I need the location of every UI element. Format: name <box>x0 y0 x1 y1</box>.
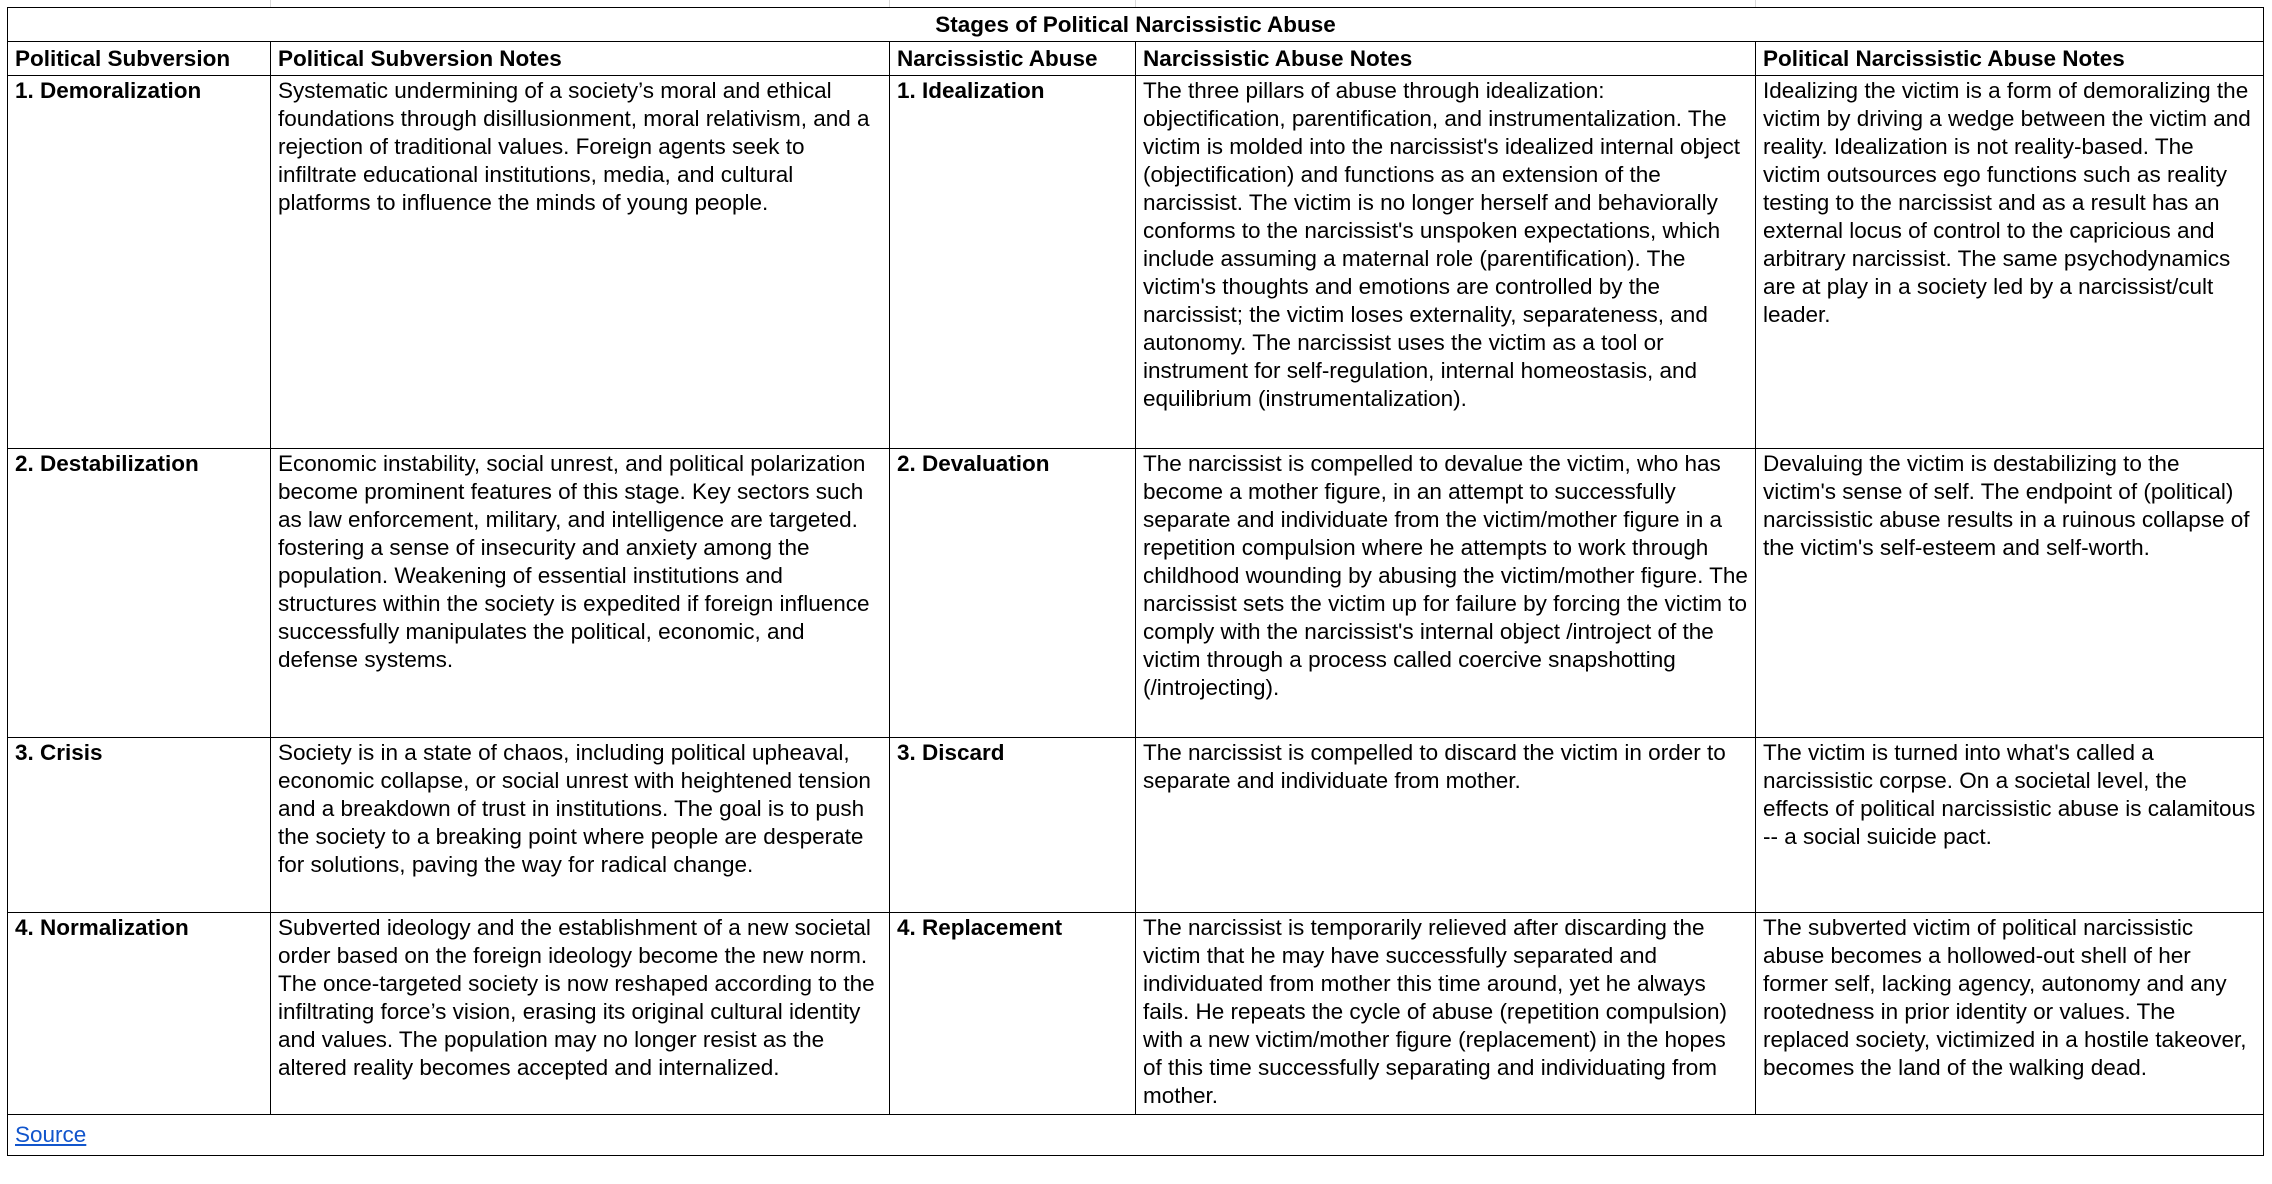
abuse-stage: 4. Replacement <box>890 913 1136 1115</box>
footer-row <box>8 1115 2264 1156</box>
column-divider <box>270 0 271 7</box>
column-divider <box>889 0 890 7</box>
abuse-notes: The narcissist is compelled to discard the victim in order to separate and individuate from mother. <box>1136 738 1756 913</box>
header-political-subversion-notes: Political Subversion Notes <box>271 42 890 76</box>
abuse-notes: The narcissist is temporarily relieved after discarding the victim that he may have successfully separated and individuated from mother this time around, yet he always fails. He repeats the cycle of abuse (repetition compulsion) with a new victim/mother figure (replacement) in the hopes of this time successfully separating and individuating from mother. <box>1136 913 1756 1115</box>
political-abuse-notes: Devaluing the victim is destabilizing to the victim's sense of self. The endpoint of (political) narcissistic abuse results in a ruinous collapse of the victim's self-esteem and self-worth. <box>1756 449 2264 738</box>
top-strip <box>0 0 2272 7</box>
table-title: Stages of Political Narcissistic Abuse <box>8 8 2264 42</box>
political-abuse-notes: The victim is turned into what's called a narcissistic corpse. On a societal level, the effects of political narcissistic abuse is calamitous -- a social suicide pact. <box>1756 738 2264 913</box>
subversion-notes: Economic instability, social unrest, and political polarization become prominent features of this stage. Key sectors such as law enforcement, military, and intelligence are targeted. fostering a sense of insecurity and anxiety among the population. Weakening of essential institutions and structures within the society is expedited if foreign influence successfully manipulates the political, economic, and defense systems. <box>271 449 890 738</box>
title-row <box>8 8 2264 42</box>
table-row <box>8 738 2264 913</box>
source-link[interactable]: Source <box>15 1122 87 1147</box>
subversion-notes: Systematic undermining of a society’s moral and ethical foundations through disillusionment, moral relativism, and a rejection of traditional values. Foreign agents seek to infiltrate educational institutions, media, and cultural platforms to influence the minds of young people. <box>271 76 890 449</box>
header-political-subversion: Political Subversion <box>8 42 271 76</box>
abuse-notes: The three pillars of abuse through idealization: objectification, parentification, and instrumentalization. The victim is molded into the narcissist's idealized internal object (objectification) and functions as an extension of the narcissist. The victim is no longer herself and behaviorally conforms to the narcissist's unspoken expectations, which include assuming a maternal role (parentification). The victim's thoughts and emotions are controlled by the narcissist; the victim loses externality, separateness, and autonomy. The narcissist uses the victim as a tool or instrument for self-regulation, internal homeostasis, and equilibrium (instrumentalization). <box>1136 76 1756 449</box>
political-abuse-notes: Idealizing the victim is a form of demoralizing the victim by driving a wedge between the victim and reality. Idealization is not reality-based. The victim outsources ego functions such as reality testing to the narcissist and as a result has an external locus of control to the capricious and arbitrary narcissist. The same psychodynamics are at play in a society led by a narcissist/cult leader. <box>1756 76 2264 449</box>
column-divider <box>1755 0 1756 7</box>
subversion-notes: Subverted ideology and the establishment of a new societal order based on the foreign ideology become the new norm. The once-targeted society is now reshaped according to the infiltrating force’s vision, erasing its original cultural identity and values. The population may no longer resist as the altered reality becomes accepted and internalized. <box>271 913 890 1115</box>
subversion-stage: 3. Crisis <box>8 738 271 913</box>
narcissistic-abuse-table <box>7 7 2264 1156</box>
footer-cell <box>8 1115 2264 1156</box>
abuse-notes: The narcissist is compelled to devalue the victim, who has become a mother figure, in an attempt to successfully separate and individuate from the victim/mother figure in a repetition compulsion where he attempts to work through childhood wounding by abusing the victim/mother figure. The narcissist sets the victim up for failure by forcing the victim to comply with the narcissist's internal object /introject of the victim through a process called coercive snapshotting (/introjecting). <box>1136 449 1756 738</box>
abuse-stage: 3. Discard <box>890 738 1136 913</box>
abuse-stage: 1. Idealization <box>890 76 1136 449</box>
subversion-stage: 4. Normalization <box>8 913 271 1115</box>
header-narcissistic-abuse: Narcissistic Abuse <box>890 42 1136 76</box>
abuse-stage: 2. Devaluation <box>890 449 1136 738</box>
subversion-stage: 1. Demoralization <box>8 76 271 449</box>
subversion-notes: Society is in a state of chaos, including political upheaval, economic collapse, or social unrest with heightened tension and a breakdown of trust in institutions. The goal is to push the society to a breaking point where people are desperate for solutions, paving the way for radical change. <box>271 738 890 913</box>
table-row <box>8 76 2264 449</box>
subversion-stage: 2. Destabilization <box>8 449 271 738</box>
table-row <box>8 449 2264 738</box>
column-divider <box>1135 0 1136 7</box>
table-row <box>8 913 2264 1115</box>
political-abuse-notes: The subverted victim of political narcissistic abuse becomes a hollowed-out shell of her former self, lacking agency, autonomy and any rootedness in prior identity or values. The replaced society, victimized in a hostile takeover, becomes the land of the walking dead. <box>1756 913 2264 1115</box>
header-political-narcissistic-abuse-notes: Political Narcissistic Abuse Notes <box>1756 42 2264 76</box>
header-narcissistic-abuse-notes: Narcissistic Abuse Notes <box>1136 42 1756 76</box>
header-row <box>8 42 2264 76</box>
